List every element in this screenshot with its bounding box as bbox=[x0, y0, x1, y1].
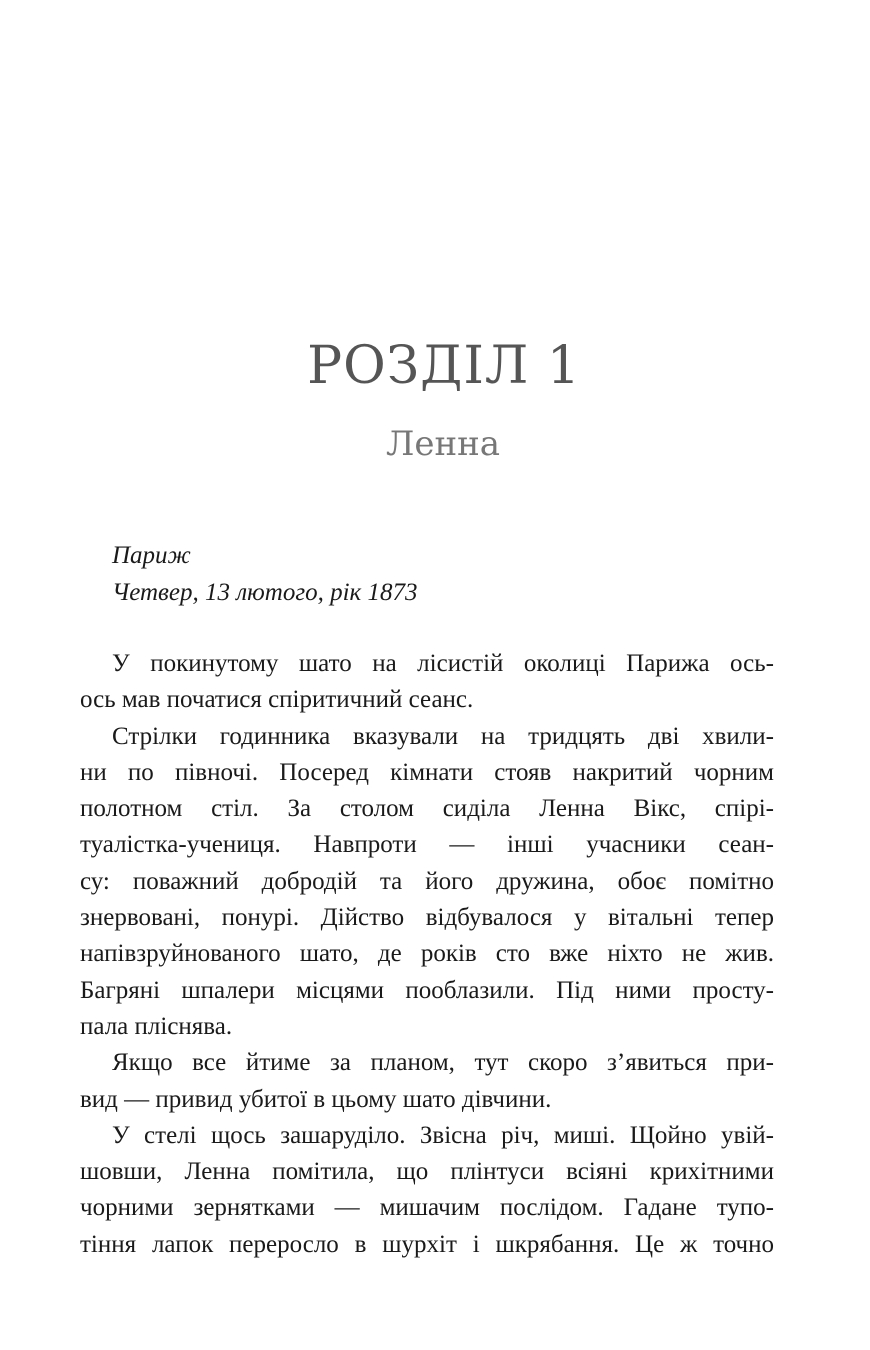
text-line: туалістка-учениця. Навпроти — інші учасники сеан- bbox=[80, 831, 774, 859]
paragraph bbox=[80, 719, 774, 1046]
text-line: су: поважний добродій та його дружина, обоє помітно bbox=[80, 867, 774, 895]
dateline-date: Четвер, 13 лютого, рік 1873 bbox=[112, 578, 418, 606]
text-line: ось мав початися спіритичний сеанс. bbox=[80, 686, 474, 714]
body-text bbox=[80, 646, 774, 1263]
paragraph bbox=[80, 1118, 774, 1263]
text-line: Стрілки годинника вказували на тридцять дві хвили- bbox=[112, 722, 774, 750]
paragraph bbox=[80, 646, 774, 719]
chapter-subtitle: Ленна bbox=[385, 424, 501, 464]
text-line: шовши, Ленна помітила, що плінтуси всіяні крихітними bbox=[80, 1158, 774, 1186]
text-line: У покинутому шато на лісистій околиці Парижа ось- bbox=[112, 650, 774, 677]
text-line: пала пліснява. bbox=[80, 1012, 233, 1040]
text-line: вид — привид убитої в цьому шато дівчини. bbox=[80, 1085, 552, 1113]
text-line: У стелі щось зашаруділо. Звісна річ, миші. Щойно увій- bbox=[112, 1121, 774, 1149]
text-line: тіння лапок переросло в шурхіт і шкрябання. Це ж точно bbox=[80, 1230, 774, 1258]
text-line: полотном стіл. За столом сиділа Ленна Вікс, спірі- bbox=[80, 795, 774, 823]
text-line: Багряні шпалери місцями пооблазили. Під ними просту- bbox=[80, 976, 774, 1004]
dateline bbox=[112, 538, 772, 611]
text-line: чорними зернятками — мишачим послідом. Гадане тупо- bbox=[80, 1194, 774, 1222]
text-line: Якщо все йтиме за планом, тут скоро з’явиться при- bbox=[112, 1049, 774, 1077]
text-line: ни по півночі. Посеред кімнати стояв накритий чорним bbox=[80, 758, 774, 786]
text-line: напівзруйнованого шато, де років сто вже ніхто не жив. bbox=[80, 940, 774, 968]
paragraph bbox=[80, 1045, 774, 1118]
chapter-title: РОЗДІЛ 1 bbox=[307, 336, 581, 396]
text-line: знервовані, понурі. Дійство відбувалося у вітальні тепер bbox=[80, 904, 774, 932]
dateline-place: Париж bbox=[112, 542, 191, 569]
